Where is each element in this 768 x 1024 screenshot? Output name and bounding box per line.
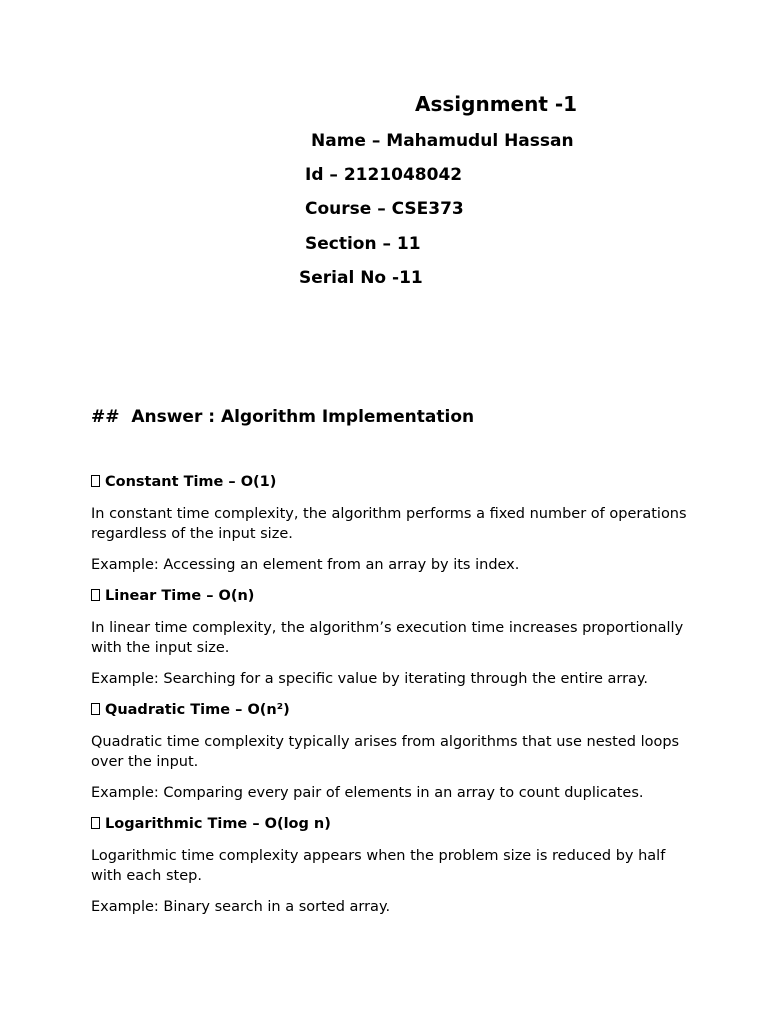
topic-title-text: Logarithmic Time – O(log n): [105, 816, 331, 832]
topic-logarithmic-time: [91, 814, 691, 917]
missing-glyph-icon: [91, 703, 100, 715]
topic-title-text: Linear Time – O(n): [105, 588, 255, 604]
topic-title: [91, 472, 691, 492]
topics-section: [91, 472, 691, 928]
topic-constant-time: [91, 472, 691, 575]
topic-title: [91, 814, 691, 834]
topic-example: Example: Binary search in a sorted array.: [91, 899, 391, 915]
topic-example: Example: Searching for a specific value by iterating through the entire array.: [91, 671, 649, 687]
topic-title: [91, 586, 691, 606]
topic-description: In linear time complexity, the algorithm’s execution time increases proportionally with the input size.: [91, 620, 684, 656]
student-id: Id – 2121048042: [305, 165, 463, 185]
missing-glyph-icon: [91, 475, 100, 487]
missing-glyph-icon: [91, 589, 100, 601]
topic-example: Example: Accessing an element from an array by its index.: [91, 557, 520, 573]
student-name: Name – Mahamudul Hassan: [311, 131, 574, 151]
serial-number: Serial No -11: [299, 268, 423, 288]
topic-description: Logarithmic time complexity appears when the problem size is reduced by half with each step.: [91, 848, 666, 884]
answer-heading: ## Answer : Algorithm Implementation: [91, 407, 475, 427]
topic-title: [91, 700, 691, 720]
topic-example: Example: Comparing every pair of elements in an array to count duplicates.: [91, 785, 644, 801]
topic-title-text: Constant Time – O(1): [105, 474, 277, 490]
topic-description: In constant time complexity, the algorithm performs a fixed number of operations regardless of the input size.: [91, 506, 687, 542]
topic-quadratic-time: [91, 700, 691, 803]
assignment-title: Assignment -1: [415, 92, 578, 116]
topic-linear-time: [91, 586, 691, 689]
course-code: Course – CSE373: [305, 199, 464, 219]
section-number: Section – 11: [305, 234, 421, 254]
topic-description: Quadratic time complexity typically arises from algorithms that use nested loops over the input.: [91, 734, 680, 770]
missing-glyph-icon: [91, 817, 100, 829]
topic-title-text: Quadratic Time – O(n²): [105, 702, 290, 718]
